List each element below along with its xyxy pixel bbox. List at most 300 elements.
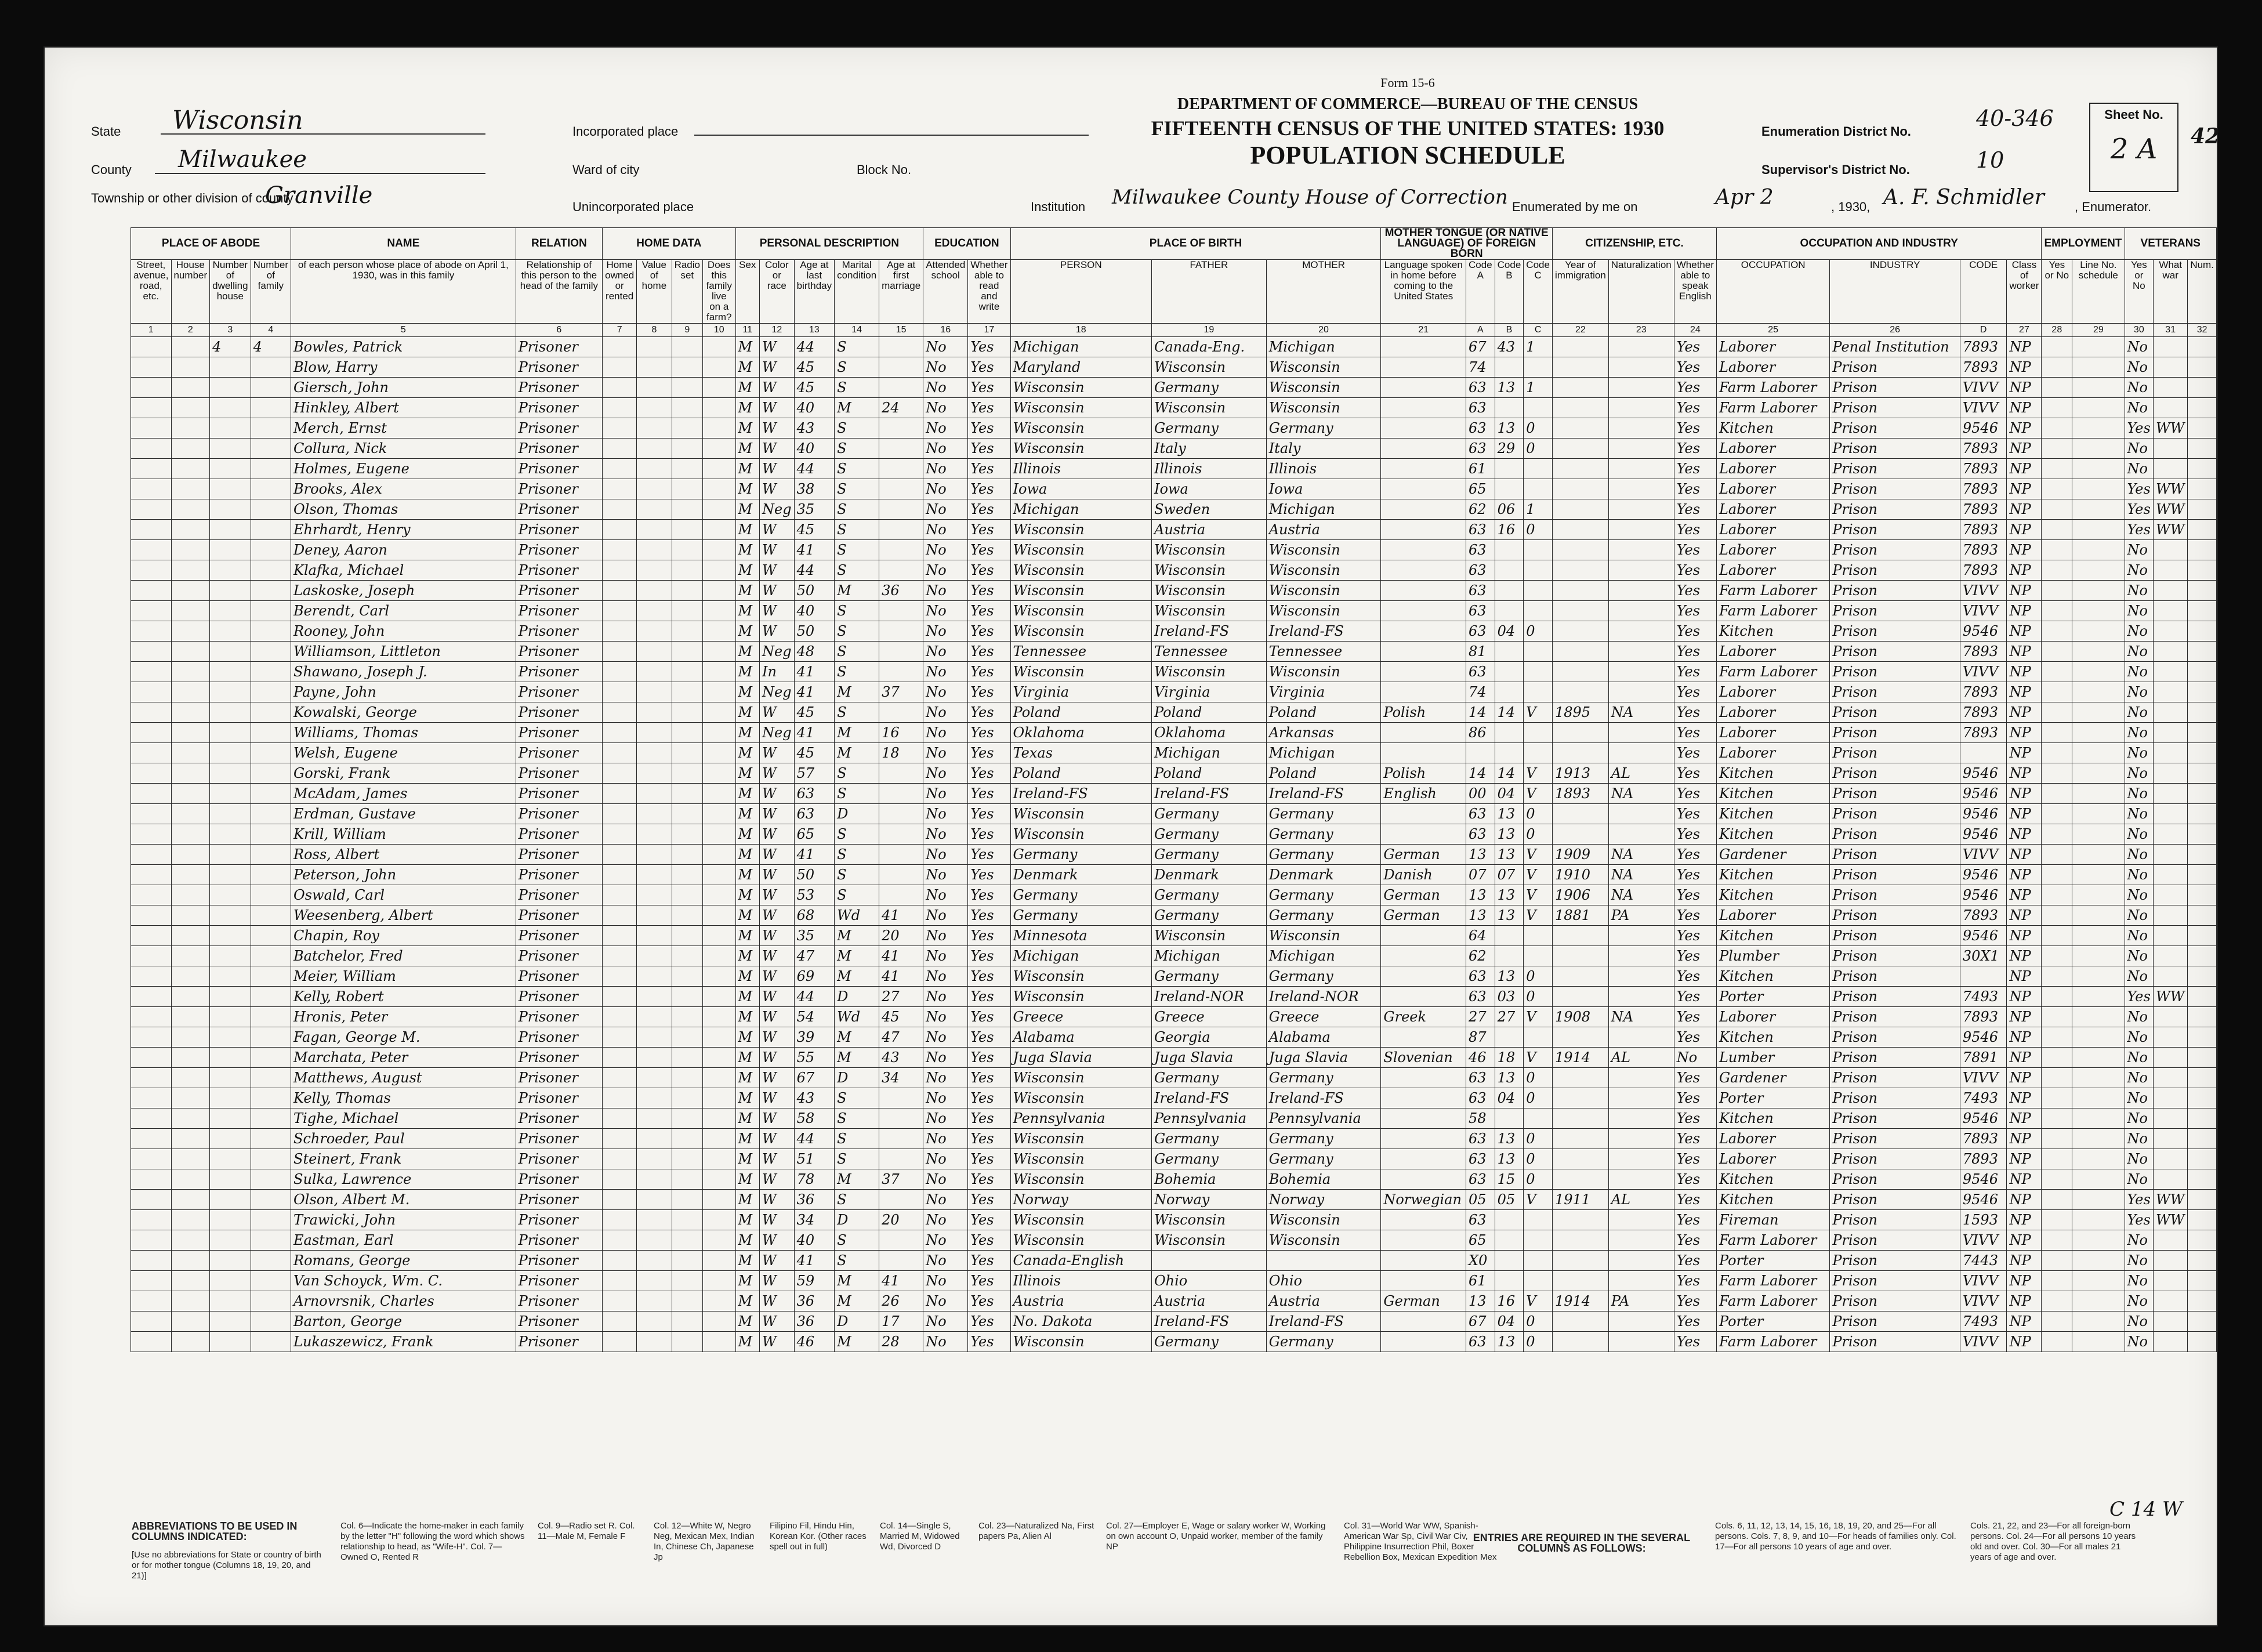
table-cell — [210, 784, 251, 804]
table-cell — [171, 357, 210, 378]
table-cell — [1524, 1251, 1553, 1271]
table-cell: 9546 — [1960, 926, 2007, 946]
table-cell: 63 — [1466, 378, 1495, 398]
table-cell: 46 — [1466, 1048, 1495, 1068]
table-cell: 07 — [1495, 865, 1524, 885]
table-cell: NP — [2007, 357, 2042, 378]
table-cell: Farm Laborer — [1716, 601, 1829, 621]
table-cell: M — [735, 702, 760, 723]
table-cell — [1608, 1129, 1674, 1149]
table-cell: Wisconsin — [1151, 1230, 1266, 1251]
table-cell — [2042, 1048, 2072, 1068]
table-cell — [1495, 642, 1524, 662]
table-cell: Prison — [1830, 1169, 1960, 1190]
table-cell — [2072, 1149, 2125, 1169]
table-cell: S — [835, 1108, 879, 1129]
table-cell: Farm Laborer — [1716, 1271, 1829, 1291]
table-cell — [603, 702, 637, 723]
table-cell: Farm Laborer — [1716, 398, 1829, 418]
table-cell — [2072, 459, 2125, 479]
table-row — [131, 1251, 2217, 1271]
table-cell: Yes — [968, 499, 1010, 520]
table-cell: 86 — [1466, 723, 1495, 743]
table-cell — [2154, 337, 2188, 357]
table-cell — [2072, 581, 2125, 601]
table-cell — [1495, 581, 1524, 601]
table-cell — [131, 1332, 172, 1352]
table-cell: Yes — [968, 418, 1010, 439]
table-cell: Ireland-FS — [1010, 784, 1151, 804]
table-cell: 27 — [1495, 1007, 1524, 1027]
table-cell: 7493 — [1960, 1312, 2007, 1332]
table-cell: Ireland-FS — [1266, 621, 1381, 642]
table-cell — [672, 905, 702, 926]
table-cell — [2072, 784, 2125, 804]
table-cell: Prisoner — [516, 357, 602, 378]
table-cell — [703, 1251, 736, 1271]
table-cell: No — [2125, 926, 2154, 946]
table-cell: 1 — [1524, 378, 1553, 398]
table-cell — [1608, 337, 1674, 357]
table-cell — [2072, 723, 2125, 743]
table-cell: Lukaszewicz, Frank — [291, 1332, 516, 1352]
table-cell: Virginia — [1266, 682, 1381, 702]
table-cell: 36 — [794, 1291, 834, 1312]
table-cell — [603, 337, 637, 357]
table-cell: Yes — [968, 1108, 1010, 1129]
table-cell: 7893 — [1960, 459, 2007, 479]
table-cell — [2154, 1088, 2188, 1108]
table-cell: Laborer — [1716, 642, 1829, 662]
table-cell — [603, 540, 637, 560]
table-cell: Williamson, Littleton — [291, 642, 516, 662]
table-cell — [672, 926, 702, 946]
table-row — [131, 784, 2217, 804]
table-cell: Yes — [1674, 966, 1716, 987]
table-cell — [251, 702, 291, 723]
table-cell: 13 — [1495, 1129, 1524, 1149]
table-cell — [171, 520, 210, 540]
footer-col12b: Filipino Fil, Hindu Hin, Korean Kor. (Other races spell out in full) — [770, 1521, 867, 1552]
table-cell: No — [2125, 1129, 2154, 1149]
table-cell: Yes — [2125, 479, 2154, 499]
table-cell: 05 — [1466, 1190, 1495, 1210]
table-cell — [703, 682, 736, 702]
table-cell: NP — [2007, 1210, 2042, 1230]
table-row — [131, 702, 2217, 723]
table-cell — [703, 966, 736, 987]
table-cell — [171, 642, 210, 662]
table-cell: 40 — [794, 398, 834, 418]
table-cell: Yes — [1674, 398, 1716, 418]
table-cell — [171, 1088, 210, 1108]
table-cell: Iowa — [1010, 479, 1151, 499]
table-row — [131, 1149, 2217, 1169]
table-cell: VIVV — [1960, 581, 2007, 601]
table-cell — [672, 520, 702, 540]
table-cell: 54 — [794, 1007, 834, 1027]
table-cell: Wisconsin — [1010, 824, 1151, 845]
table-cell: Yes — [968, 1149, 1010, 1169]
table-cell — [637, 337, 672, 357]
table-cell: Alabama — [1010, 1027, 1151, 1048]
table-cell — [2154, 1271, 2188, 1291]
table-cell: S — [835, 1230, 879, 1251]
table-cell: Germany — [1151, 824, 1266, 845]
table-cell — [131, 418, 172, 439]
table-cell: Austria — [1266, 520, 1381, 540]
table-cell: Wisconsin — [1266, 398, 1381, 418]
table-cell: Holmes, Eugene — [291, 459, 516, 479]
table-cell — [879, 479, 923, 499]
table-cell — [131, 702, 172, 723]
table-cell — [2154, 763, 2188, 784]
table-cell: VIVV — [1960, 1332, 2007, 1352]
table-cell — [131, 1149, 172, 1169]
table-cell: 63 — [1466, 804, 1495, 824]
table-cell: W — [760, 804, 795, 824]
table-cell: Yes — [1674, 1088, 1716, 1108]
table-cell — [131, 499, 172, 520]
table-cell: NP — [2007, 1190, 2042, 1210]
table-cell: No — [2125, 723, 2154, 743]
table-cell: W — [760, 1129, 795, 1149]
table-cell: No — [2125, 1088, 2154, 1108]
table-cell: No. Dakota — [1010, 1312, 1151, 1332]
table-cell — [2072, 357, 2125, 378]
table-cell: No — [1674, 1048, 1716, 1068]
table-cell: Berendt, Carl — [291, 601, 516, 621]
table-cell — [703, 804, 736, 824]
group-citizenship: CITIZENSHIP, ETC. — [1552, 228, 1716, 260]
table-cell — [703, 601, 736, 621]
table-cell — [251, 479, 291, 499]
table-cell: 1906 — [1552, 885, 1608, 905]
table-cell: Polish — [1381, 702, 1466, 723]
group-mother-tongue: MOTHER TONGUE (OR NATIVE LANGUAGE) OF FOREIGN BORN — [1381, 228, 1553, 260]
table-cell — [131, 1129, 172, 1149]
form-number: Form 15-6 — [1380, 75, 1435, 90]
table-cell — [1608, 1210, 1674, 1230]
table-cell — [603, 642, 637, 662]
table-cell: M — [735, 540, 760, 560]
table-cell — [131, 337, 172, 357]
table-cell: M — [735, 926, 760, 946]
table-cell: NP — [2007, 1251, 2042, 1271]
table-cell — [637, 418, 672, 439]
column-number: 19 — [1151, 324, 1266, 337]
table-cell: 36 — [794, 1190, 834, 1210]
table-cell: M — [735, 439, 760, 459]
table-cell — [1552, 1332, 1608, 1352]
table-cell: NP — [2007, 743, 2042, 763]
table-cell: NP — [2007, 1332, 2042, 1352]
table-cell: 63 — [1466, 621, 1495, 642]
table-cell — [1524, 459, 1553, 479]
table-cell: Yes — [1674, 1210, 1716, 1230]
table-cell — [879, 1230, 923, 1251]
table-row — [131, 418, 2217, 439]
table-cell: WW — [2154, 1190, 2188, 1210]
table-cell — [603, 418, 637, 439]
table-cell: Tennessee — [1010, 642, 1151, 662]
table-cell: Prison — [1830, 1291, 1960, 1312]
table-cell: W — [760, 1169, 795, 1190]
table-cell: AL — [1608, 1048, 1674, 1068]
table-cell — [2188, 1230, 2217, 1251]
table-cell: M — [735, 642, 760, 662]
table-cell: 14 — [1466, 763, 1495, 784]
table-cell — [171, 1149, 210, 1169]
table-cell — [1608, 662, 1674, 682]
table-cell — [1495, 926, 1524, 946]
table-cell: Laborer — [1716, 459, 1829, 479]
table-cell: S — [835, 1190, 879, 1210]
table-row — [131, 581, 2217, 601]
table-cell: 9546 — [1960, 763, 2007, 784]
table-cell: M — [735, 1271, 760, 1291]
table-cell: Wisconsin — [1010, 1210, 1151, 1230]
table-cell — [2072, 642, 2125, 662]
table-cell — [2188, 845, 2217, 865]
table-cell: Prison — [1830, 459, 1960, 479]
table-cell: Laborer — [1716, 560, 1829, 581]
table-cell — [2188, 560, 2217, 581]
table-cell: Yes — [968, 1007, 1010, 1027]
table-cell: Laborer — [1716, 723, 1829, 743]
table-cell: 74 — [1466, 682, 1495, 702]
table-cell: 46 — [794, 1332, 834, 1352]
table-cell — [2072, 1271, 2125, 1291]
table-cell: M — [735, 865, 760, 885]
table-cell — [672, 581, 702, 601]
table-cell — [2154, 905, 2188, 926]
table-cell — [1608, 743, 1674, 763]
table-cell: Wisconsin — [1266, 662, 1381, 682]
table-cell — [2154, 682, 2188, 702]
table-cell — [2042, 418, 2072, 439]
table-cell — [210, 845, 251, 865]
table-cell: Prisoner — [516, 1291, 602, 1312]
footer-col12: Col. 12—White W, Negro Neg, Mexican Mex, Indian In, Chinese Ch, Japanese Jp — [654, 1521, 755, 1562]
table-cell: NP — [2007, 662, 2042, 682]
table-cell — [2188, 581, 2217, 601]
table-cell — [2188, 1291, 2217, 1312]
table-cell — [171, 337, 210, 357]
table-cell: Yes — [968, 540, 1010, 560]
table-cell: 53 — [794, 885, 834, 905]
table-cell: Yes — [968, 987, 1010, 1007]
table-cell: Yes — [968, 926, 1010, 946]
table-cell — [171, 662, 210, 682]
table-cell: D — [835, 987, 879, 1007]
supervisors-district-value: 10 — [1976, 147, 2004, 173]
table-cell — [2154, 1251, 2188, 1271]
table-cell: Krill, William — [291, 824, 516, 845]
table-cell — [1524, 946, 1553, 966]
table-cell — [879, 642, 923, 662]
table-cell — [879, 824, 923, 845]
table-cell — [1381, 1027, 1466, 1048]
table-cell — [672, 398, 702, 418]
table-cell — [2188, 1007, 2217, 1027]
table-cell: Yes — [968, 682, 1010, 702]
table-cell: VIVV — [1960, 398, 2007, 418]
table-cell: Weesenberg, Albert — [291, 905, 516, 926]
table-cell — [1381, 723, 1466, 743]
table-cell: Yes — [968, 459, 1010, 479]
table-cell: Georgia — [1151, 1027, 1266, 1048]
census-sheet — [44, 46, 2218, 1626]
table-cell: 36 — [794, 1312, 834, 1332]
table-cell — [637, 581, 672, 601]
table-cell — [703, 357, 736, 378]
table-cell — [2072, 1169, 2125, 1190]
table-cell — [2072, 1088, 2125, 1108]
table-cell: No — [2125, 763, 2154, 784]
table-cell — [672, 682, 702, 702]
table-cell — [1608, 601, 1674, 621]
table-cell — [1524, 662, 1553, 682]
table-cell: Yes — [2125, 987, 2154, 1007]
table-cell: 0 — [1524, 439, 1553, 459]
table-cell — [2072, 865, 2125, 885]
table-cell: Prison — [1830, 1230, 1960, 1251]
table-cell — [171, 621, 210, 642]
table-cell: 50 — [794, 581, 834, 601]
table-cell: V — [1524, 845, 1553, 865]
table-cell: Prison — [1830, 479, 1960, 499]
table-cell — [1381, 357, 1466, 378]
table-cell: W — [760, 581, 795, 601]
table-cell — [1524, 581, 1553, 601]
table-cell: VIVV — [1960, 378, 2007, 398]
table-cell: 63 — [1466, 824, 1495, 845]
table-cell: 0 — [1524, 1312, 1553, 1332]
table-cell — [131, 1169, 172, 1190]
table-cell — [603, 459, 637, 479]
table-cell — [171, 1210, 210, 1230]
table-cell: No — [923, 1088, 968, 1108]
table-cell — [2072, 682, 2125, 702]
table-cell: Blow, Harry — [291, 357, 516, 378]
column-number: 29 — [2072, 324, 2125, 337]
table-cell — [1381, 337, 1466, 357]
table-cell: 63 — [1466, 398, 1495, 418]
table-cell: Ireland-NOR — [1266, 987, 1381, 1007]
table-cell: Yes — [1674, 905, 1716, 926]
table-cell: Sweden — [1151, 499, 1266, 520]
table-cell: Yes — [1674, 1230, 1716, 1251]
table-cell — [2042, 763, 2072, 784]
table-cell — [1552, 946, 1608, 966]
table-cell: Prison — [1830, 946, 1960, 966]
table-cell: Yes — [1674, 1332, 1716, 1352]
table-cell: PA — [1608, 1291, 1674, 1312]
table-cell: No — [2125, 905, 2154, 926]
table-cell: 13 — [1495, 885, 1524, 905]
table-cell: NP — [2007, 1108, 2042, 1129]
table-cell — [2042, 682, 2072, 702]
table-cell: Austria — [1151, 520, 1266, 540]
table-cell — [637, 1027, 672, 1048]
table-cell: Laborer — [1716, 499, 1829, 520]
table-cell: No — [923, 905, 968, 926]
table-cell — [879, 1251, 923, 1271]
table-cell — [251, 1312, 291, 1332]
table-cell — [2154, 723, 2188, 743]
table-cell: Prisoner — [516, 560, 602, 581]
table-cell: 9546 — [1960, 1108, 2007, 1129]
table-cell — [637, 621, 672, 642]
table-cell — [210, 824, 251, 845]
table-cell — [603, 1169, 637, 1190]
table-cell — [1495, 1271, 1524, 1291]
table-cell: 63 — [1466, 581, 1495, 601]
table-cell — [637, 763, 672, 784]
table-cell: M — [735, 1312, 760, 1332]
table-cell: Yes — [1674, 459, 1716, 479]
table-cell: Trawicki, John — [291, 1210, 516, 1230]
table-cell: Denmark — [1010, 865, 1151, 885]
table-cell — [637, 1230, 672, 1251]
table-cell — [131, 946, 172, 966]
table-cell: 03 — [1495, 987, 1524, 1007]
table-cell — [2042, 1129, 2072, 1149]
table-cell: Plumber — [1716, 946, 1829, 966]
table-cell: 63 — [1466, 439, 1495, 459]
table-cell: 50 — [794, 865, 834, 885]
table-cell: 13 — [1495, 905, 1524, 926]
table-cell: 41 — [794, 540, 834, 560]
table-cell: Gardener — [1716, 1068, 1829, 1088]
table-cell — [672, 337, 702, 357]
table-cell: No — [2125, 1251, 2154, 1271]
table-cell — [1524, 743, 1553, 763]
table-cell: No — [923, 1068, 968, 1088]
table-cell — [131, 581, 172, 601]
table-cell: W — [760, 1027, 795, 1048]
table-cell: Juga Slavia — [1266, 1048, 1381, 1068]
table-cell: Wisconsin — [1266, 378, 1381, 398]
table-cell — [1524, 357, 1553, 378]
table-cell: Yes — [1674, 723, 1716, 743]
table-cell: Yes — [2125, 499, 2154, 520]
table-cell: S — [835, 662, 879, 682]
table-cell: Wisconsin — [1151, 560, 1266, 581]
table-cell — [2042, 378, 2072, 398]
table-cell — [2042, 1027, 2072, 1048]
table-cell: Matthews, August — [291, 1068, 516, 1088]
table-cell — [251, 1108, 291, 1129]
table-cell — [131, 885, 172, 905]
table-cell: Yes — [2125, 520, 2154, 540]
table-cell: No — [2125, 621, 2154, 642]
table-cell: NP — [2007, 499, 2042, 520]
table-cell: NP — [2007, 1291, 2042, 1312]
table-cell: Wisconsin — [1010, 540, 1151, 560]
table-row — [131, 642, 2217, 662]
table-cell — [603, 1027, 637, 1048]
table-cell: 58 — [1466, 1108, 1495, 1129]
table-cell: Prison — [1830, 1312, 1960, 1332]
table-cell — [1608, 1068, 1674, 1088]
table-cell — [2154, 1068, 2188, 1088]
table-cell: Yes — [968, 1230, 1010, 1251]
table-cell: No — [923, 1169, 968, 1190]
table-cell: Wisconsin — [1266, 926, 1381, 946]
table-cell — [1552, 682, 1608, 702]
